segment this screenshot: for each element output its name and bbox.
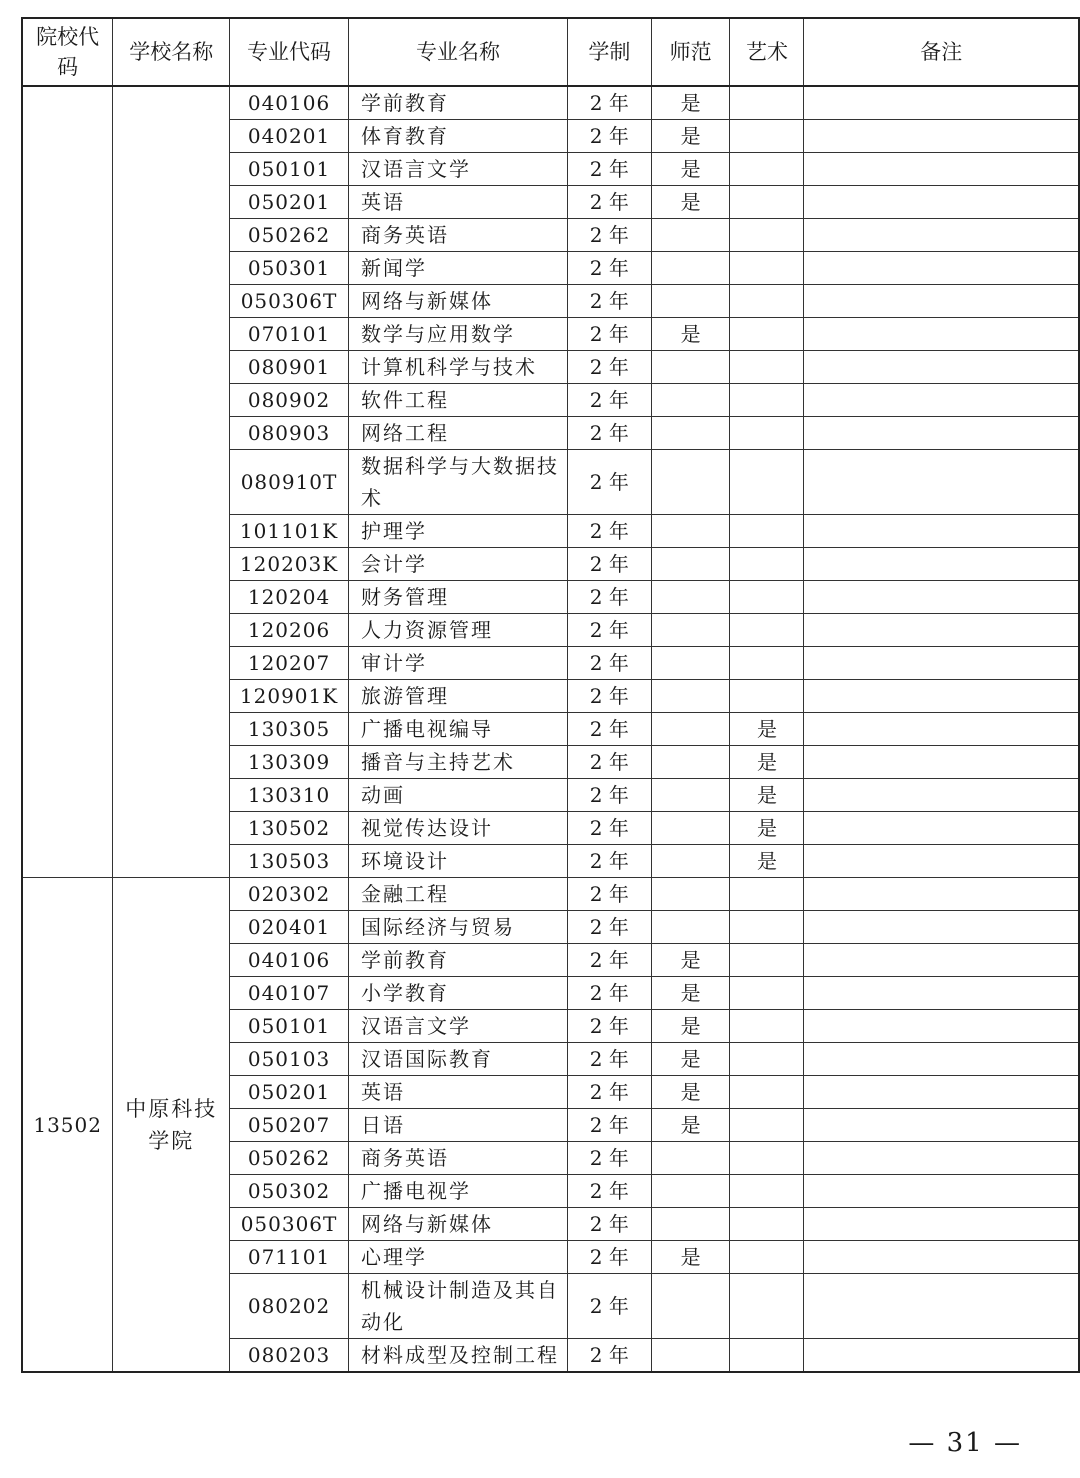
- art-flag-cell: [730, 120, 804, 153]
- art-flag-cell: [730, 384, 804, 417]
- normal-flag-cell: 是: [651, 977, 730, 1010]
- header-major-name: 专业名称: [348, 18, 567, 86]
- remarks-cell: [804, 746, 1079, 779]
- remarks-cell: [804, 911, 1079, 944]
- duration-cell: 2 年: [567, 1175, 651, 1208]
- remarks-cell: [804, 1109, 1079, 1142]
- major-name-cell: 心理学: [348, 1241, 567, 1274]
- remarks-cell: [804, 186, 1079, 219]
- major-code-cell: 040106: [230, 86, 349, 120]
- art-flag-cell: [730, 450, 804, 515]
- duration-cell: 2 年: [567, 120, 651, 153]
- normal-flag-cell: [651, 878, 730, 911]
- major-code-cell: 050101: [230, 1010, 349, 1043]
- major-name-cell: 网络与新媒体: [348, 1208, 567, 1241]
- major-name-cell: 网络工程: [348, 417, 567, 450]
- major-name-cell: 广播电视编导: [348, 713, 567, 746]
- art-flag-cell: [730, 285, 804, 318]
- remarks-cell: [804, 1142, 1079, 1175]
- duration-cell: 2 年: [567, 1076, 651, 1109]
- duration-cell: 2 年: [567, 450, 651, 515]
- remarks-cell: [804, 384, 1079, 417]
- major-code-cell: 050201: [230, 1076, 349, 1109]
- remarks-cell: [804, 977, 1079, 1010]
- major-code-cell: 050103: [230, 1043, 349, 1076]
- remarks-cell: [804, 1208, 1079, 1241]
- normal-flag-cell: 是: [651, 153, 730, 186]
- major-name-cell: 新闻学: [348, 252, 567, 285]
- normal-flag-cell: [651, 680, 730, 713]
- art-flag-cell: 是: [730, 845, 804, 878]
- duration-cell: 2 年: [567, 878, 651, 911]
- header-major-code: 专业代码: [230, 18, 349, 86]
- major-code-cell: 130503: [230, 845, 349, 878]
- art-flag-cell: [730, 581, 804, 614]
- major-code-cell: 050207: [230, 1109, 349, 1142]
- remarks-cell: [804, 318, 1079, 351]
- duration-cell: 2 年: [567, 581, 651, 614]
- remarks-cell: [804, 1175, 1079, 1208]
- remarks-cell: [804, 1043, 1079, 1076]
- duration-cell: 2 年: [567, 1274, 651, 1339]
- header-duration: 学制: [567, 18, 651, 86]
- major-name-cell: 数据科学与大数据技术: [348, 450, 567, 515]
- art-flag-cell: [730, 944, 804, 977]
- remarks-cell: [804, 351, 1079, 384]
- art-flag-cell: 是: [730, 812, 804, 845]
- major-code-cell: 120206: [230, 614, 349, 647]
- normal-flag-cell: [651, 1208, 730, 1241]
- duration-cell: 2 年: [567, 252, 651, 285]
- major-code-cell: 070101: [230, 318, 349, 351]
- duration-cell: 2 年: [567, 285, 651, 318]
- normal-flag-cell: [651, 1175, 730, 1208]
- major-code-cell: 040201: [230, 120, 349, 153]
- duration-cell: 2 年: [567, 1109, 651, 1142]
- major-name-cell: 商务英语: [348, 219, 567, 252]
- normal-flag-cell: [651, 450, 730, 515]
- major-name-cell: 护理学: [348, 515, 567, 548]
- major-name-cell: 机械设计制造及其自动化: [348, 1274, 567, 1339]
- remarks-cell: [804, 1010, 1079, 1043]
- normal-flag-cell: 是: [651, 1010, 730, 1043]
- remarks-cell: [804, 779, 1079, 812]
- school-code-cell: 13502: [22, 878, 113, 1373]
- duration-cell: 2 年: [567, 515, 651, 548]
- major-name-cell: 材料成型及控制工程: [348, 1339, 567, 1373]
- art-flag-cell: [730, 977, 804, 1010]
- major-name-cell: 金融工程: [348, 878, 567, 911]
- duration-cell: 2 年: [567, 417, 651, 450]
- major-name-cell: 会计学: [348, 548, 567, 581]
- remarks-cell: [804, 86, 1079, 120]
- normal-flag-cell: [651, 581, 730, 614]
- major-name-cell: 计算机科学与技术: [348, 351, 567, 384]
- duration-cell: 2 年: [567, 647, 651, 680]
- remarks-cell: [804, 581, 1079, 614]
- art-flag-cell: [730, 1142, 804, 1175]
- art-flag-cell: [730, 219, 804, 252]
- major-name-cell: 学前教育: [348, 86, 567, 120]
- remarks-cell: [804, 1076, 1079, 1109]
- art-flag-cell: [730, 1208, 804, 1241]
- remarks-cell: [804, 219, 1079, 252]
- remarks-cell: [804, 450, 1079, 515]
- remarks-cell: [804, 153, 1079, 186]
- major-name-cell: 英语: [348, 1076, 567, 1109]
- major-code-cell: 050306T: [230, 285, 349, 318]
- duration-cell: 2 年: [567, 1208, 651, 1241]
- duration-cell: 2 年: [567, 548, 651, 581]
- normal-flag-cell: [651, 911, 730, 944]
- major-code-cell: 050201: [230, 186, 349, 219]
- remarks-cell: [804, 548, 1079, 581]
- major-code-cell: 050262: [230, 1142, 349, 1175]
- table-header-row: [22, 18, 1079, 86]
- normal-flag-cell: [651, 384, 730, 417]
- major-name-cell: 人力资源管理: [348, 614, 567, 647]
- remarks-cell: [804, 252, 1079, 285]
- school-name-cell: [113, 86, 230, 878]
- duration-cell: 2 年: [567, 779, 651, 812]
- art-flag-cell: [730, 680, 804, 713]
- art-flag-cell: [730, 647, 804, 680]
- normal-flag-cell: [651, 285, 730, 318]
- normal-flag-cell: [651, 746, 730, 779]
- normal-flag-cell: 是: [651, 120, 730, 153]
- remarks-cell: [804, 1339, 1079, 1373]
- normal-flag-cell: 是: [651, 318, 730, 351]
- major-code-cell: 050262: [230, 219, 349, 252]
- normal-flag-cell: [651, 252, 730, 285]
- normal-flag-cell: [651, 1339, 730, 1373]
- remarks-cell: [804, 1241, 1079, 1274]
- art-flag-cell: [730, 86, 804, 120]
- duration-cell: 2 年: [567, 1043, 651, 1076]
- art-flag-cell: [730, 548, 804, 581]
- duration-cell: 2 年: [567, 680, 651, 713]
- major-code-cell: 101101K: [230, 515, 349, 548]
- major-name-cell: 网络与新媒体: [348, 285, 567, 318]
- header-art: 艺术: [730, 18, 804, 86]
- remarks-cell: [804, 680, 1079, 713]
- normal-flag-cell: 是: [651, 86, 730, 120]
- table-body: [22, 86, 1079, 1372]
- header-normal: 师范: [651, 18, 730, 86]
- major-name-cell: 软件工程: [348, 384, 567, 417]
- majors-table: [21, 17, 1080, 1373]
- normal-flag-cell: [651, 351, 730, 384]
- normal-flag-cell: [651, 548, 730, 581]
- duration-cell: 2 年: [567, 614, 651, 647]
- table-row: [22, 86, 1079, 120]
- normal-flag-cell: [651, 647, 730, 680]
- header-remarks: 备注: [804, 18, 1079, 86]
- major-code-cell: 130305: [230, 713, 349, 746]
- normal-flag-cell: 是: [651, 1043, 730, 1076]
- duration-cell: 2 年: [567, 1241, 651, 1274]
- art-flag-cell: [730, 878, 804, 911]
- header-school-code: 院校代码: [22, 18, 113, 86]
- duration-cell: 2 年: [567, 318, 651, 351]
- major-code-cell: 080903: [230, 417, 349, 450]
- art-flag-cell: [730, 1043, 804, 1076]
- major-name-cell: 播音与主持艺术: [348, 746, 567, 779]
- duration-cell: 2 年: [567, 186, 651, 219]
- major-name-cell: 汉语言文学: [348, 153, 567, 186]
- major-name-cell: 汉语国际教育: [348, 1043, 567, 1076]
- major-name-cell: 国际经济与贸易: [348, 911, 567, 944]
- page-number: — 31 —: [908, 1428, 1022, 1458]
- duration-cell: 2 年: [567, 812, 651, 845]
- major-code-cell: 120207: [230, 647, 349, 680]
- duration-cell: 2 年: [567, 86, 651, 120]
- duration-cell: 2 年: [567, 1010, 651, 1043]
- major-name-cell: 审计学: [348, 647, 567, 680]
- duration-cell: 2 年: [567, 845, 651, 878]
- remarks-cell: [804, 845, 1079, 878]
- major-code-cell: 020302: [230, 878, 349, 911]
- remarks-cell: [804, 515, 1079, 548]
- normal-flag-cell: 是: [651, 1241, 730, 1274]
- remarks-cell: [804, 1274, 1079, 1339]
- major-code-cell: 050301: [230, 252, 349, 285]
- duration-cell: 2 年: [567, 746, 651, 779]
- major-name-cell: 学前教育: [348, 944, 567, 977]
- remarks-cell: [804, 878, 1079, 911]
- major-code-cell: 080902: [230, 384, 349, 417]
- major-code-cell: 080901: [230, 351, 349, 384]
- normal-flag-cell: 是: [651, 1076, 730, 1109]
- major-name-cell: 英语: [348, 186, 567, 219]
- normal-flag-cell: [651, 614, 730, 647]
- major-code-cell: 130310: [230, 779, 349, 812]
- major-code-cell: 120901K: [230, 680, 349, 713]
- major-name-cell: 视觉传达设计: [348, 812, 567, 845]
- art-flag-cell: 是: [730, 746, 804, 779]
- major-code-cell: 130309: [230, 746, 349, 779]
- remarks-cell: [804, 944, 1079, 977]
- art-flag-cell: [730, 1175, 804, 1208]
- major-code-cell: 020401: [230, 911, 349, 944]
- art-flag-cell: [730, 614, 804, 647]
- art-flag-cell: [730, 351, 804, 384]
- duration-cell: 2 年: [567, 911, 651, 944]
- major-code-cell: 040106: [230, 944, 349, 977]
- normal-flag-cell: [651, 1274, 730, 1339]
- normal-flag-cell: 是: [651, 944, 730, 977]
- major-name-cell: 汉语言文学: [348, 1010, 567, 1043]
- normal-flag-cell: [651, 417, 730, 450]
- major-name-cell: 日语: [348, 1109, 567, 1142]
- major-name-cell: 财务管理: [348, 581, 567, 614]
- normal-flag-cell: [651, 1142, 730, 1175]
- major-name-cell: 环境设计: [348, 845, 567, 878]
- duration-cell: 2 年: [567, 153, 651, 186]
- art-flag-cell: 是: [730, 713, 804, 746]
- art-flag-cell: [730, 911, 804, 944]
- art-flag-cell: [730, 1339, 804, 1373]
- major-code-cell: 130502: [230, 812, 349, 845]
- duration-cell: 2 年: [567, 713, 651, 746]
- major-name-cell: 数学与应用数学: [348, 318, 567, 351]
- art-flag-cell: [730, 515, 804, 548]
- school-name-cell: 中原科技学院: [113, 878, 230, 1373]
- major-name-cell: 动画: [348, 779, 567, 812]
- normal-flag-cell: [651, 219, 730, 252]
- major-code-cell: 080910T: [230, 450, 349, 515]
- major-code-cell: 120203K: [230, 548, 349, 581]
- major-code-cell: 050302: [230, 1175, 349, 1208]
- duration-cell: 2 年: [567, 384, 651, 417]
- art-flag-cell: [730, 1241, 804, 1274]
- remarks-cell: [804, 614, 1079, 647]
- art-flag-cell: [730, 1010, 804, 1043]
- major-name-cell: 商务英语: [348, 1142, 567, 1175]
- art-flag-cell: [730, 417, 804, 450]
- normal-flag-cell: [651, 713, 730, 746]
- major-code-cell: 120204: [230, 581, 349, 614]
- table-row: [22, 878, 1079, 911]
- art-flag-cell: [730, 318, 804, 351]
- school-code-cell: [22, 86, 113, 878]
- art-flag-cell: [730, 1109, 804, 1142]
- remarks-cell: [804, 647, 1079, 680]
- normal-flag-cell: [651, 812, 730, 845]
- duration-cell: 2 年: [567, 1142, 651, 1175]
- major-code-cell: 071101: [230, 1241, 349, 1274]
- remarks-cell: [804, 812, 1079, 845]
- duration-cell: 2 年: [567, 219, 651, 252]
- remarks-cell: [804, 713, 1079, 746]
- duration-cell: 2 年: [567, 351, 651, 384]
- major-name-cell: 小学教育: [348, 977, 567, 1010]
- major-name-cell: 体育教育: [348, 120, 567, 153]
- normal-flag-cell: [651, 845, 730, 878]
- header-school-name: 学校名称: [113, 18, 230, 86]
- major-code-cell: 080202: [230, 1274, 349, 1339]
- duration-cell: 2 年: [567, 944, 651, 977]
- normal-flag-cell: [651, 515, 730, 548]
- major-code-cell: 050306T: [230, 1208, 349, 1241]
- normal-flag-cell: [651, 779, 730, 812]
- duration-cell: 2 年: [567, 1339, 651, 1373]
- remarks-cell: [804, 417, 1079, 450]
- major-code-cell: 050101: [230, 153, 349, 186]
- major-code-cell: 040107: [230, 977, 349, 1010]
- major-name-cell: 旅游管理: [348, 680, 567, 713]
- art-flag-cell: 是: [730, 779, 804, 812]
- major-name-cell: 广播电视学: [348, 1175, 567, 1208]
- remarks-cell: [804, 285, 1079, 318]
- art-flag-cell: [730, 252, 804, 285]
- major-code-cell: 080203: [230, 1339, 349, 1373]
- normal-flag-cell: 是: [651, 1109, 730, 1142]
- art-flag-cell: [730, 153, 804, 186]
- remarks-cell: [804, 120, 1079, 153]
- art-flag-cell: [730, 1274, 804, 1339]
- duration-cell: 2 年: [567, 977, 651, 1010]
- art-flag-cell: [730, 186, 804, 219]
- art-flag-cell: [730, 1076, 804, 1109]
- normal-flag-cell: 是: [651, 186, 730, 219]
